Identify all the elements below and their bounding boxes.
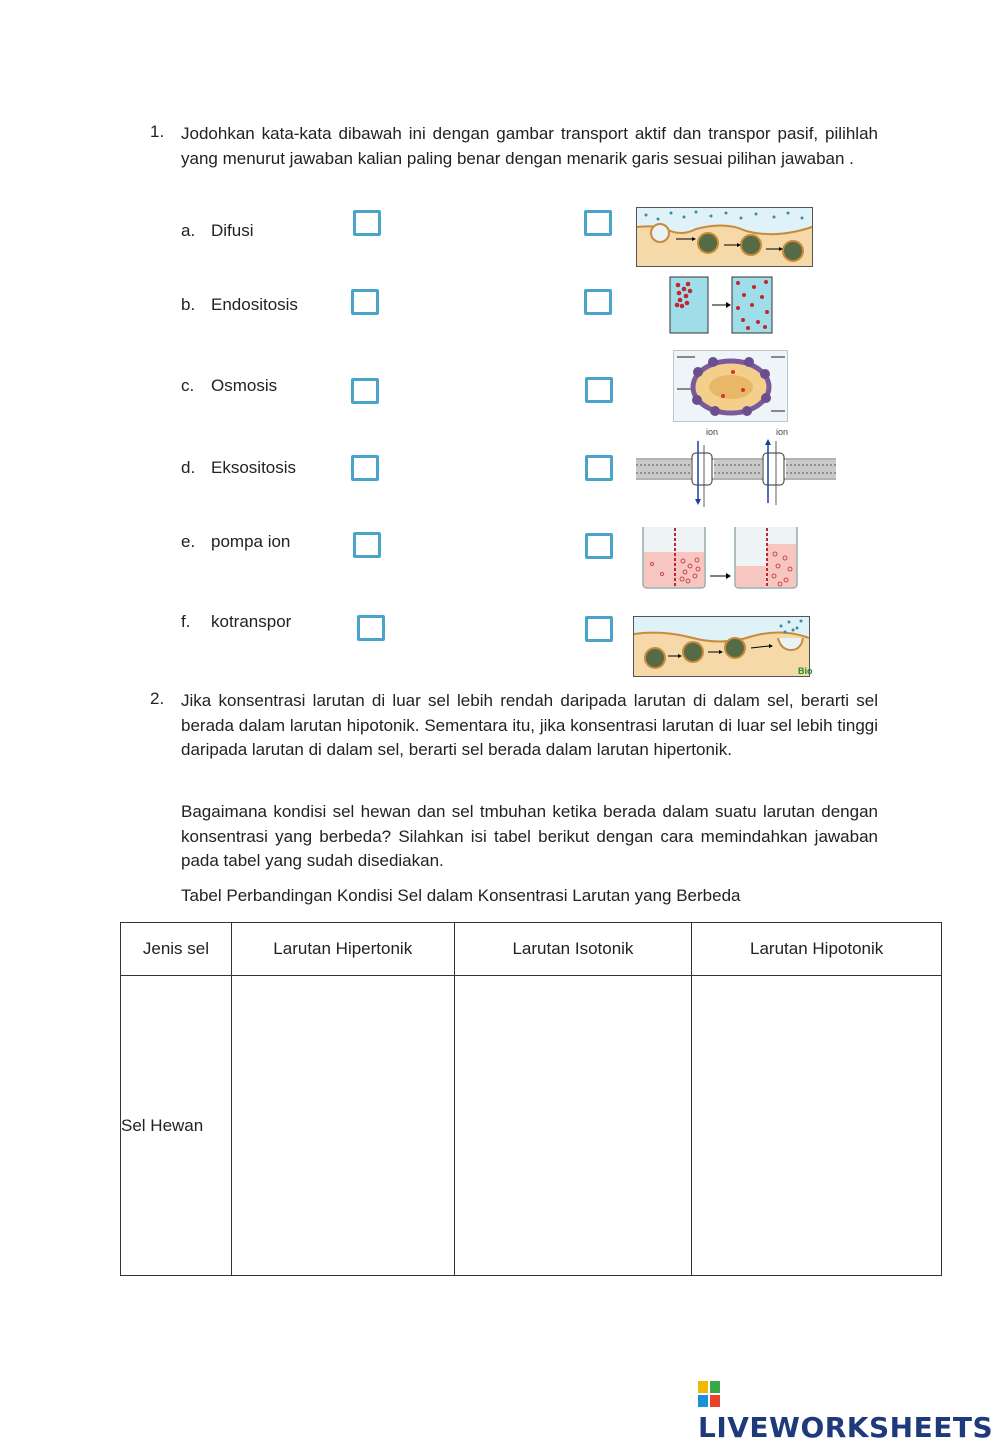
liveworksheets-logo-icon <box>698 1381 720 1407</box>
left-match-box-a[interactable] <box>353 210 381 236</box>
item-label: pompa ion <box>211 532 291 551</box>
item-label: kotranspor <box>211 612 292 631</box>
left-match-box-d[interactable] <box>351 455 379 481</box>
row-label-cell: Sel Hewan <box>121 976 232 1276</box>
question-1-number: 1. <box>150 122 165 141</box>
liveworksheets-logo <box>698 1378 1000 1444</box>
table-caption: Tabel Perbandingan Kondisi Sel dalam Konsentrasi Larutan yang Berbeda <box>181 886 741 905</box>
item-letter: a. <box>181 221 196 240</box>
question-2-number: 2. <box>150 689 165 708</box>
header-cell-jenis-sel: Jenis sel <box>121 923 232 976</box>
item-b <box>181 295 298 315</box>
item-label: Osmosis <box>211 376 278 395</box>
endocytosis-diagram <box>636 207 813 267</box>
header-cell-hipotonik: Larutan Hipotonik <box>692 923 942 976</box>
right-match-box-3[interactable] <box>585 377 613 403</box>
ion-pump-diagram <box>636 425 836 510</box>
header-cell-hipertonik: Larutan Hipertonik <box>231 923 454 976</box>
question-2-paragraph-2: Bagaimana kondisi sel hewan dan sel tmbuhan ketika berada dalam suatu larutan dengan konsentrasi yang berbeda? Silahkan isi tabel berikut dengan cara memindahkan jawaban pada tabel yang sudah disediakan. <box>181 802 878 870</box>
answer-drop-cell-isotonik[interactable] <box>454 976 692 1276</box>
question-1-text: Jodohkan kata-kata dibawah ini dengan gambar transport aktif dan transpor pasif, pilihlah yang menurut jawaban kalian paling benar dengan menarik garis sesuai pilihan jawaban . <box>181 124 878 168</box>
item-letter: d. <box>181 458 196 477</box>
membrane-transport-diagram <box>673 350 788 422</box>
ion-label: ion <box>706 427 719 437</box>
table-row <box>121 976 942 1276</box>
logo-text: LIVEWORKSHEETS <box>698 1411 994 1444</box>
item-letter: f. <box>181 612 191 631</box>
answer-drop-cell-hipotonik[interactable] <box>692 976 942 1276</box>
comparison-table <box>120 922 942 1276</box>
right-match-box-2[interactable] <box>584 289 612 315</box>
left-match-box-f[interactable] <box>357 615 385 641</box>
header-cell-isotonik: Larutan Isotonik <box>454 923 692 976</box>
right-match-box-5[interactable] <box>585 533 613 559</box>
item-d <box>181 458 296 478</box>
diffusion-diagram <box>668 275 776 335</box>
item-letter: e. <box>181 532 196 551</box>
question-2-paragraph-1: Jika konsentrasi larutan di luar sel lebih rendah daripada larutan di dalam sel, berarti sel berada dalam larutan hipotonik. Sementara itu, jika konsentrasi larutan di luar sel lebih tinggi daripada larutan di dalam sel, berarti sel berada dalam larutan hipertonik. <box>181 691 878 759</box>
item-letter: b. <box>181 295 196 314</box>
bio-mark: Bio <box>798 666 813 676</box>
item-c <box>181 376 277 396</box>
table-header-row <box>121 923 942 976</box>
item-label: Endositosis <box>211 295 298 314</box>
ion-label: ion <box>776 427 789 437</box>
item-letter: c. <box>181 376 195 395</box>
item-label: Eksositosis <box>211 458 297 477</box>
osmosis-diagram <box>640 524 802 590</box>
left-match-box-c[interactable] <box>351 378 379 404</box>
right-match-box-4[interactable] <box>585 455 613 481</box>
item-e <box>181 532 290 552</box>
item-a <box>181 221 254 241</box>
exocytosis-diagram <box>633 616 813 677</box>
item-label: Difusi <box>211 221 254 240</box>
right-match-box-6[interactable] <box>585 616 613 642</box>
answer-drop-cell-hipertonik[interactable] <box>231 976 454 1276</box>
right-match-box-1[interactable] <box>584 210 612 236</box>
item-f <box>181 612 291 632</box>
left-match-box-e[interactable] <box>353 532 381 558</box>
left-match-box-b[interactable] <box>351 289 379 315</box>
